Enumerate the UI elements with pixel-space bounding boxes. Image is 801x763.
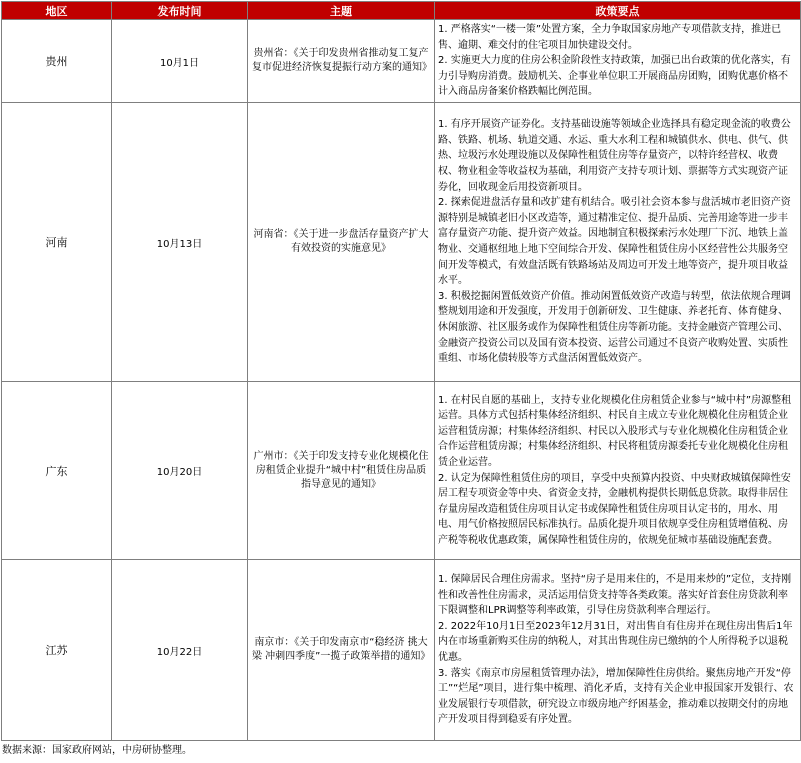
source-note: 数据来源：国家政府网站，中房研协整理。 <box>2 745 192 756</box>
policy-point: 3. 积极挖掘闲置低效资产价值。推动闲置低效资产改造与转型，依法依规合理调整规划用途和开发强度，开发用于创新研发、卫生健康、养老托育、体育健身、休闲旅游、社区服务或作为保障性租赁住房等新功能。支持金融资产管理公司、金融资产投资公司以及国有资本投资、运营公司通过不良资产收购处置、实质性重组、市场化债转股等方式盘活闲置低效资产。 <box>438 290 791 365</box>
topic-cell: 贵州省：《关于印发贵州省推动复工复产复市促进经济恢复提振行动方案的通知》 <box>248 20 435 103</box>
region-cell: 广东 <box>2 382 112 560</box>
policy-point: 1. 保障居民合理住房需求。坚持“房子是用来住的，不是用来炒的”定位，支持刚性和改善性住房需求，灵活运用信贷支持等各类政策。落实好首套住房贷款利率下限调整和LPR调整等利率政策，引导住房贷款利率合理运行。 <box>438 574 792 617</box>
region-cell: 江苏 <box>2 560 112 741</box>
policy-point: 2. 2022年10月1日至2023年12月31日，对出售自有住房并在现住房出售后1年内在市场重新购买住房的纳税人，对其出售现住房已缴纳的个人所得税予以退税优惠。 <box>438 620 793 663</box>
topic-cell: 南京市：《关于印发南京市“稳经济 挑大梁 冲刺四季度”一揽子政策举措的通知》 <box>248 560 435 741</box>
points-cell <box>435 103 801 382</box>
region-cell: 贵州 <box>2 20 112 103</box>
table-row <box>2 103 801 382</box>
policy-point: 2. 探索促进盘活存量和改扩建有机结合。吸引社会资本参与盘活城市老旧资产资源特别是城镇老旧小区改造等，通过精准定位、提升品质、完善用途等进一步丰富存量资产功能、提升资产效益。因地制宜积极探索污水处理厂下沉、地铁上盖物业、交通枢纽地上地下空间综合开发、保障性租赁住房小区经营性公共服务空间开发等模式，有效盘活既有铁路场站及周边可开发土地等资产，提升项目收益水平。 <box>438 197 791 287</box>
points-cell <box>435 382 801 560</box>
policy-point: 2. 认定为保障性租赁住房的项目，享受中央预算内投资、中央财政城镇保障性安居工程专项资金等中央、省资金支持，金融机构提供长期低息贷款。取得非居住存量房屋改造租赁住房项目认定书或保障性租赁住房项目认定书的，用水、用电、用气价格按照居民标准执行。品质化提升项目依规享受住房租赁增值税、房产税等税收优惠政策，属保障性租赁住房的，依规免征城市基础设施配套费。 <box>438 472 791 546</box>
points-cell <box>435 20 801 103</box>
policy-point: 1. 有序开展资产证券化。支持基础设施等领域企业选择具有稳定现金流的收费公路、铁路、机场、轨道交通、水运、重大水利工程和城镇供水、供电、供气、供热、垃圾污水处理设施以及保障性租赁住房等存量资产，以特许经营权、收费权、物业租金等收益权为基础，利用资产支持专项计划、票据等方式实现资产证券化，回收现金后用投资新项目。 <box>438 119 791 193</box>
date-cell: 10月13日 <box>112 103 248 382</box>
policy-table <box>1 1 801 741</box>
table-row <box>2 382 801 560</box>
header-row <box>2 2 801 20</box>
policy-point: 3. 落实《南京市房屋租赁管理办法》，增加保障性住房供给。聚焦房地产开发“停工”“烂尾”项目，进行集中梳理、消化矛盾，支持有关企业申报国家开发银行、农业发展银行专项借款，研究设立市级房地产纾困基金，推动难以按期交付的房地产开发项目得到稳妥有序处置。 <box>438 667 794 726</box>
date-cell: 10月20日 <box>112 382 248 560</box>
header-points: 政策要点 <box>435 2 801 20</box>
table-row <box>2 20 801 103</box>
policy-point: 1. 严格落实“一楼一策”处置方案，全力争取国家房地产专项借款支持，推进已售、逾期、难交付的住宅项目加快建设交付。 <box>438 24 782 51</box>
date-cell: 10月22日 <box>112 560 248 741</box>
policy-table-page <box>0 1 801 763</box>
policy-point: 2. 实施更大力度的住房公积金阶段性支持政策，加强已出台政策的优化落实，有力引导购房消费。鼓励机关、企事业单位职工开展商品房团购，团购优惠价格不计入商品房备案价格跌幅比例范围。 <box>438 55 791 98</box>
region-cell: 河南 <box>2 103 112 382</box>
header-topic: 主题 <box>248 2 435 20</box>
date-cell: 10月1日 <box>112 20 248 103</box>
header-region: 地区 <box>2 2 112 20</box>
policy-point: 1. 在村民自愿的基础上，支持专业化规模化住房租赁企业参与“城中村”房源整租运营。具体方式包括村集体经济组织、村民自主成立专业化规模化住房租赁企业运营租赁房源；村集体经济组织、村民以入股形式与专业化规模化住房租赁企业合作运营租赁房源；村集体经济组织、村民将租赁房源委托专业化规模化住房租赁企业运营。 <box>438 394 792 468</box>
topic-cell: 广州市：《关于印发支持专业化规模化住房租赁企业提升“城中村”租赁住房品质指导意见的通知》 <box>248 382 435 560</box>
points-cell <box>435 560 801 741</box>
topic-cell: 河南省：《关于进一步盘活存量资产扩大有效投资的实施意见》 <box>248 103 435 382</box>
header-date: 发布时间 <box>112 2 248 20</box>
table-row <box>2 560 801 741</box>
